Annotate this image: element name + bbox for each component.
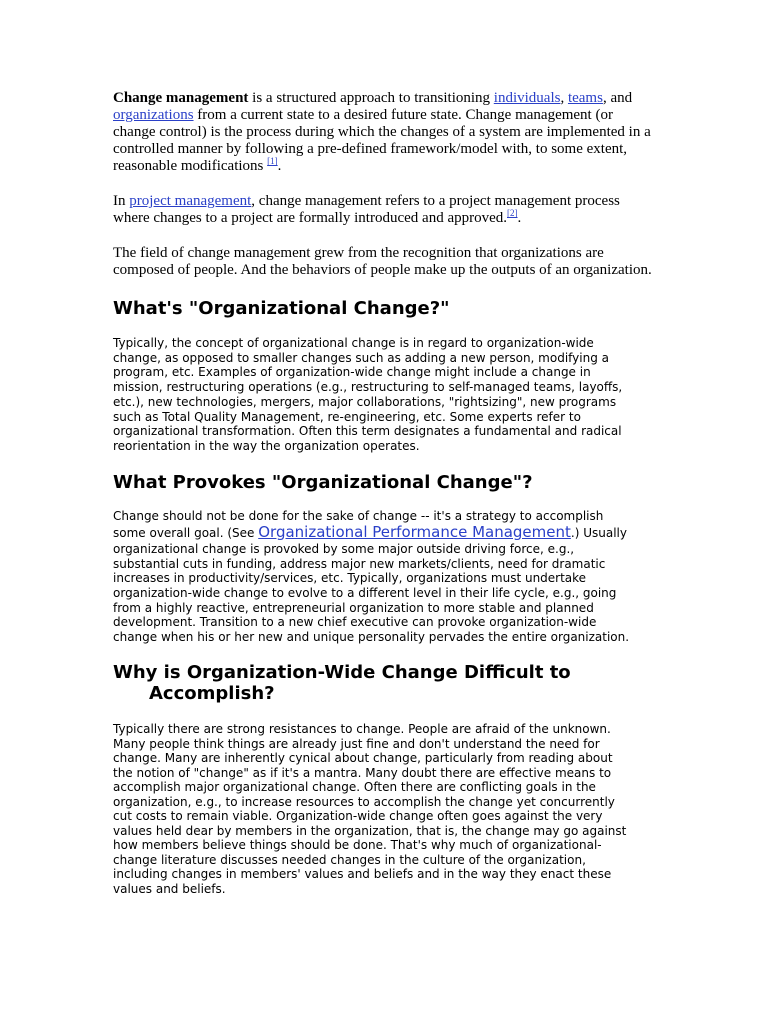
text-run: reasonable modifications bbox=[113, 158, 268, 174]
text-run: composed of people. And the behaviors of people make up the outputs of an organization. bbox=[113, 262, 652, 278]
text-run: . bbox=[277, 158, 282, 174]
text-line bbox=[113, 524, 629, 542]
text-line: change when his or her new and unique personality pervades the entire organization. bbox=[113, 629, 630, 644]
text-run: some overall goal. (See bbox=[113, 525, 259, 540]
section-heading-organizational-change bbox=[113, 298, 450, 319]
heading-line: What's "Organizational Change?" bbox=[113, 298, 450, 319]
term-change-management: Change management bbox=[113, 90, 249, 106]
text-line: etc.), new technologies, mergers, major collaborations, "rightsizing", new programs bbox=[113, 394, 617, 409]
text-line bbox=[113, 245, 652, 262]
text-line bbox=[113, 262, 652, 279]
text-line: Typically, the concept of organizational change is in regard to organization-wide bbox=[113, 336, 594, 350]
text-line bbox=[113, 158, 651, 175]
text-line: organizational change is provoked by some major outside driving force, e.g., bbox=[113, 541, 575, 556]
text-run: , bbox=[560, 90, 568, 106]
section-body bbox=[113, 722, 626, 897]
text-line: values held dear by members in the organization, that is, the change may go against bbox=[113, 823, 627, 838]
footnote-ref-2[interactable]: [2] bbox=[507, 208, 518, 218]
link-project-management[interactable]: project management bbox=[129, 193, 252, 209]
text-line: organization-wide change to evolve to a different level in their life cycle, e.g., going bbox=[113, 585, 617, 600]
heading-line: Why is Organization-Wide Change Difficult to bbox=[113, 662, 571, 683]
text-line: how members believe things should be done. That's why much of organizational- bbox=[113, 838, 602, 853]
text-run: , change management refers to a project management process bbox=[251, 193, 620, 209]
text-line bbox=[113, 193, 620, 210]
text-line: increases in productivity/services, etc. Typically, organizations must undertake bbox=[113, 571, 587, 586]
text-run: is a structured approach to transitioning bbox=[248, 90, 494, 106]
text-line bbox=[113, 107, 651, 124]
text-line: from a highly reactive, entrepreneurial organization to more stable and planned bbox=[113, 600, 594, 615]
text-line bbox=[113, 210, 620, 227]
section-body bbox=[113, 509, 629, 645]
text-line: Change should not be done for the sake of change -- it's a strategy to accomplish bbox=[113, 509, 604, 523]
link-individuals[interactable]: individuals bbox=[493, 90, 561, 106]
footnote-ref-1[interactable]: [1] bbox=[267, 156, 278, 166]
text-line bbox=[113, 124, 651, 141]
text-run: change control) is the process during which the changes of a system are implemented in a bbox=[113, 124, 651, 140]
text-line bbox=[113, 141, 651, 158]
link-organizations[interactable]: organizations bbox=[113, 107, 194, 123]
text-run: , and bbox=[602, 90, 633, 106]
text-line: organization, e.g., to increase resources to accomplish the change yet concurrently bbox=[113, 794, 615, 809]
text-run: .) Usually bbox=[570, 525, 627, 540]
intro-paragraph bbox=[113, 245, 652, 279]
text-line: program, etc. Examples of organization-wide change might include a change in bbox=[113, 365, 591, 380]
text-line: including changes in members' values and beliefs and in the way they enact these bbox=[113, 867, 612, 882]
heading-line: Accomplish? bbox=[149, 683, 275, 704]
text-run: In bbox=[113, 193, 130, 209]
text-line: organizational transformation. Often this term designates a fundamental and radical bbox=[113, 424, 622, 439]
text-line: Many people think things are already just fine and don't understand the need for bbox=[113, 736, 600, 751]
section-body bbox=[113, 336, 622, 454]
text-line: cut costs to remain viable. Organization-wide change often goes against the very bbox=[113, 809, 603, 824]
text-line: values and beliefs. bbox=[113, 882, 226, 897]
footnote-superscript bbox=[507, 208, 518, 218]
text-line: mission, restructuring operations (e.g., restructuring to self-managed teams, layoffs, bbox=[113, 380, 623, 395]
text-line: change, as opposed to smaller changes such as adding a new person, modifying a bbox=[113, 350, 610, 365]
text-line: such as Total Quality Management, re-engineering, etc. Some experts refer to bbox=[113, 409, 581, 424]
section-heading-what-provokes-change bbox=[113, 472, 533, 493]
link-teams[interactable]: teams bbox=[567, 90, 603, 106]
text-line: accomplish major organizational change. Often there are conflicting goals in the bbox=[113, 780, 596, 795]
text-run: . bbox=[517, 210, 522, 226]
text-line: substantial cuts in funding, address major new markets/clients, need for dramatic bbox=[113, 556, 606, 571]
text-line: Typically there are strong resistances to change. People are afraid of the unknown. bbox=[113, 722, 611, 736]
text-run: The field of change management grew from the recognition that organizations are bbox=[113, 245, 604, 261]
text-line bbox=[113, 90, 651, 107]
intro-paragraph bbox=[113, 90, 651, 175]
text-line: development. Transition to a new chief executive can provoke organization-wide bbox=[113, 615, 597, 630]
text-line: the notion of "change" as if it's a mantra. Many doubt there are effective means to bbox=[113, 765, 612, 780]
text-line: reorientation in the way the organization operates. bbox=[113, 438, 420, 453]
text-line: change literature discusses needed changes in the culture of the organization, bbox=[113, 852, 586, 867]
section-heading-why-change-difficult bbox=[113, 662, 571, 704]
text-run: where changes to a project are formally introduced and approved. bbox=[113, 210, 507, 226]
text-run: from a current state to a desired future state. Change management (or bbox=[193, 107, 613, 123]
heading-line: What Provokes "Organizational Change"? bbox=[113, 472, 533, 493]
intro-paragraph bbox=[113, 193, 620, 227]
text-run: controlled manner by following a pre-defined framework/model with, to some extent, bbox=[113, 141, 628, 157]
footnote-superscript bbox=[267, 156, 278, 166]
text-line: change. Many are inherently cynical about change, particularly from reading about bbox=[113, 751, 613, 766]
link-organizational-performance-management[interactable]: Organizational Performance Management bbox=[258, 522, 571, 541]
